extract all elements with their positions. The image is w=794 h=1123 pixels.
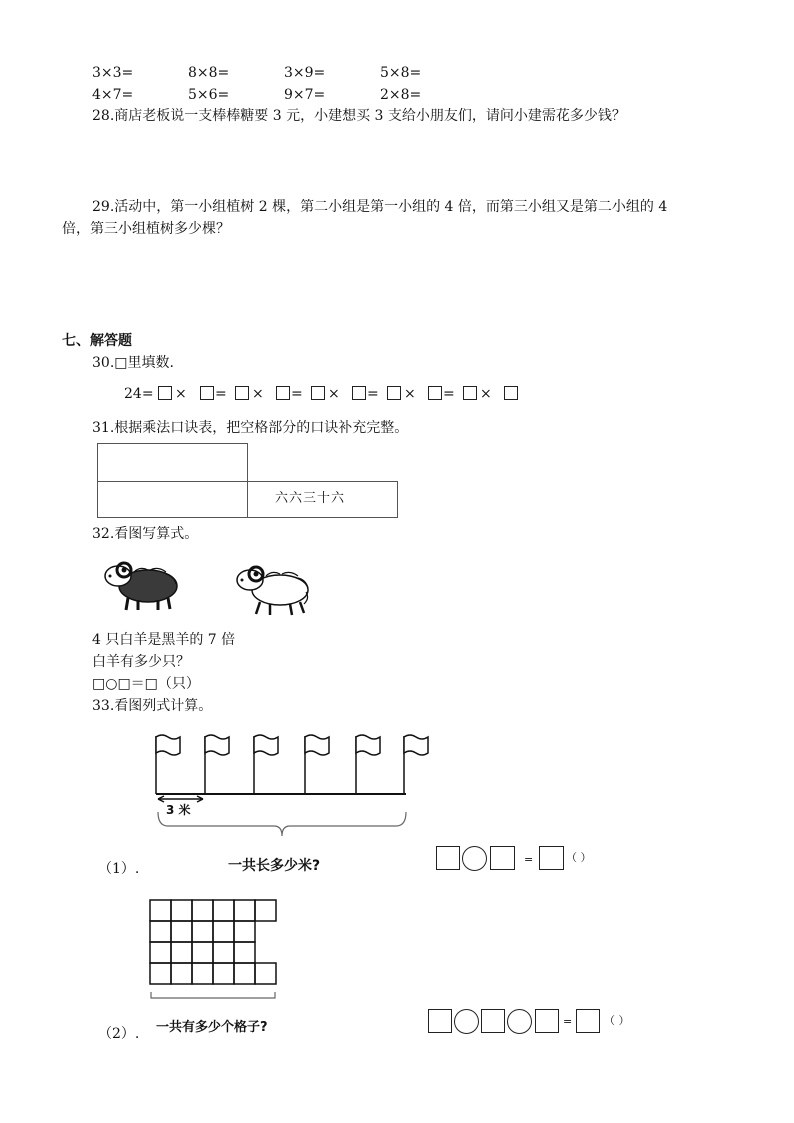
question-29-line-2: 倍，第三小组植树多少棵？ [62,221,230,237]
mult-item: 3×3= [92,65,134,81]
white-sheep-image [230,562,314,618]
unit-blank: （ ） [604,1014,630,1027]
answer-box[interactable] [352,386,366,400]
answer-box[interactable] [481,1009,505,1033]
mult-item: 4×7= [92,87,134,103]
answer-box[interactable] [200,386,214,400]
mult-item: 3×9= [284,65,326,81]
question-32-title: 32.看图写算式。 [92,526,199,542]
question-31-title: 31.根据乘法口诀表，把空格部分的口诀补充完整。 [92,420,409,436]
answer-box[interactable] [311,386,325,400]
answer-box[interactable] [535,1009,559,1033]
equals-sign: = [291,386,303,402]
answer-box[interactable] [158,386,172,400]
part-2-label: （2）. [98,1026,140,1042]
equals-sign: = [215,386,227,402]
operator-circle[interactable] [454,1009,479,1034]
equals-sign: = [524,853,534,866]
question-29-line-1: 29.活动中，第一小组植树 2 棵，第二小组是第一小组的 4 倍，而第三小组又是第二小组的 4 [92,199,668,215]
equals-sign: = [367,386,379,402]
answer-box[interactable] [463,386,477,400]
table-cell-text: 六六三十六 [275,491,346,506]
times-sign: × [175,386,187,402]
operator-circle[interactable] [462,846,487,871]
answer-box[interactable] [436,846,460,870]
grid-diagram [148,898,280,1006]
answer-box[interactable] [235,386,249,400]
question-28: 28.商店老板说一支棒棒糖要 3 元，小建想买 3 支给小朋友们，请问小建需花多少钱？ [92,108,626,124]
question-32-line-2: 白羊有多少只？ [92,654,190,670]
equals-sign: = [443,386,455,402]
times-sign: × [328,386,340,402]
question-32-line-1: 4 只白羊是黑羊的 7 倍 [92,632,236,648]
part-1-question: 一共长多少米? [228,858,321,874]
operator-circle[interactable] [507,1009,532,1034]
distance-label: 3 米 [166,803,191,817]
answer-box[interactable] [504,386,518,400]
answer-box[interactable] [276,386,290,400]
answer-box[interactable] [387,386,401,400]
answer-box[interactable] [428,386,442,400]
mult-item: 5×8= [380,65,422,81]
answer-box[interactable] [576,1009,600,1033]
blank-cell[interactable] [97,481,248,518]
flags-diagram [150,730,440,852]
answer-box[interactable] [539,846,564,870]
times-sign: × [404,386,416,402]
mult-item: 9×7= [284,87,326,103]
times-sign: × [252,386,264,402]
blank-cell[interactable] [97,443,248,482]
part-2-question: 一共有多少个格子? [156,1020,268,1035]
answer-box[interactable] [490,846,515,870]
mult-item: 8×8= [188,65,230,81]
part-1-label: （1）. [98,861,140,877]
mult-item: 5×6= [188,87,230,103]
question-30-title: 30.□里填数. [92,355,174,371]
question-33-title: 33.看图列式计算。 [92,698,213,714]
q30-lhs: 24= [124,386,154,402]
question-32-equation: □○□＝□（只） [92,676,200,692]
equals-sign: = [563,1015,573,1028]
section-title: 七、解答题 [62,333,132,349]
answer-box[interactable] [428,1009,452,1033]
unit-blank: （ ） [566,851,592,864]
mult-item: 2×8= [380,87,422,103]
times-sign: × [480,386,492,402]
black-sheep-image [98,556,182,612]
